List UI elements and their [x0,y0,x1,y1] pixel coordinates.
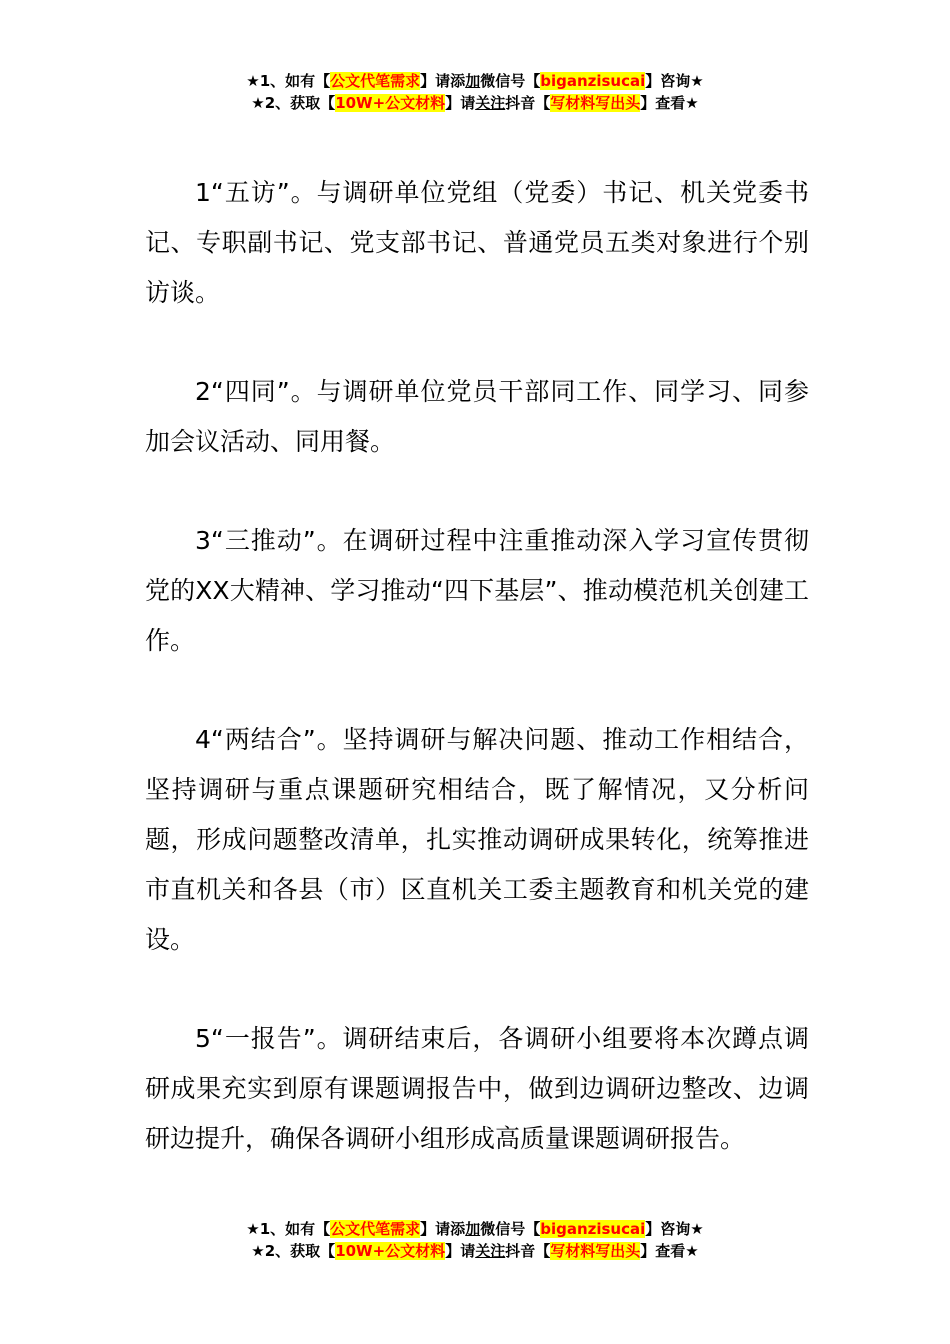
banner-text: 微信号【 [480,1220,541,1238]
banner-text: 】查看★ [640,1242,699,1260]
banner-line-1 [0,70,950,92]
paragraph-five-visits: 1“五访”。与调研单位党组（党委）书记、机关党委书记、专职副书记、党支部书记、普通党员五类对象进行个别访谈。 [145,178,809,307]
banner-text: 】咨询★ [645,1220,704,1238]
banner-text: 】请添 [420,72,466,90]
document-body [145,168,809,1164]
banner-underlined-text: 关注 [475,94,506,112]
banner-text: 】请添 [420,1220,466,1238]
banner-text: 】查看★ [640,94,699,112]
header-banner [0,70,950,114]
banner-underlined-text: 加 [465,1220,481,1238]
banner-text: 】请 [445,94,476,112]
highlight-service: 公文代笔需求 [330,1220,421,1238]
paragraph-four-together: 2“四同”。与调研单位党员干部同工作、同学习、同参加会议活动、同用餐。 [145,377,809,456]
highlight-wechat-id: biganzisucai [540,1220,646,1238]
banner-line-1 [0,1218,950,1240]
banner-underlined-text: 加 [465,72,481,90]
banner-line-2 [0,1240,950,1262]
banner-text: 抖音【 [505,94,551,112]
paragraph-one-report: 5“一报告”。调研结束后，各调研小组要将本次蹲点调研成果充实到原有课题调报告中，做到边调研边整改、边调研边提升，确保各调研小组形成高质量课题调研报告。 [145,1024,809,1153]
highlight-douyin-account: 写材料写出头 [550,94,641,112]
paragraph-three-promotions: 3“三推动”。在调研过程中注重推动深入学习宣传贯彻党的XX大精神、学习推动“四下基层”、推动模范机关创建工作。 [145,526,809,655]
highlight-materials: 10W+公文材料 [335,94,446,112]
highlight-douyin-account: 写材料写出头 [550,1242,641,1260]
highlight-materials: 10W+公文材料 [335,1242,446,1260]
banner-underlined-text: 关注 [475,1242,506,1260]
banner-text: ★2、获取【 [251,94,336,112]
banner-line-2 [0,92,950,114]
banner-text: ★2、获取【 [251,1242,336,1260]
banner-text: ★1、如有【 [246,1220,331,1238]
banner-text: ★1、如有【 [246,72,331,90]
paragraph-two-combinations: 4“两结合”。坚持调研与解决问题、推动工作相结合，坚持调研与重点课题研究相结合，既了解情况，又分析问题，形成问题整改清单，扎实推动调研成果转化，统筹推进市直机关和各县（市）区直机关工委主题教育和机关党的建设。 [145,725,809,954]
footer-banner [0,1218,950,1262]
banner-text: 】咨询★ [645,72,704,90]
banner-text: 】请 [445,1242,476,1260]
banner-text: 抖音【 [505,1242,551,1260]
banner-text: 微信号【 [480,72,541,90]
highlight-service: 公文代笔需求 [330,72,421,90]
highlight-wechat-id: biganzisucai [540,72,646,90]
